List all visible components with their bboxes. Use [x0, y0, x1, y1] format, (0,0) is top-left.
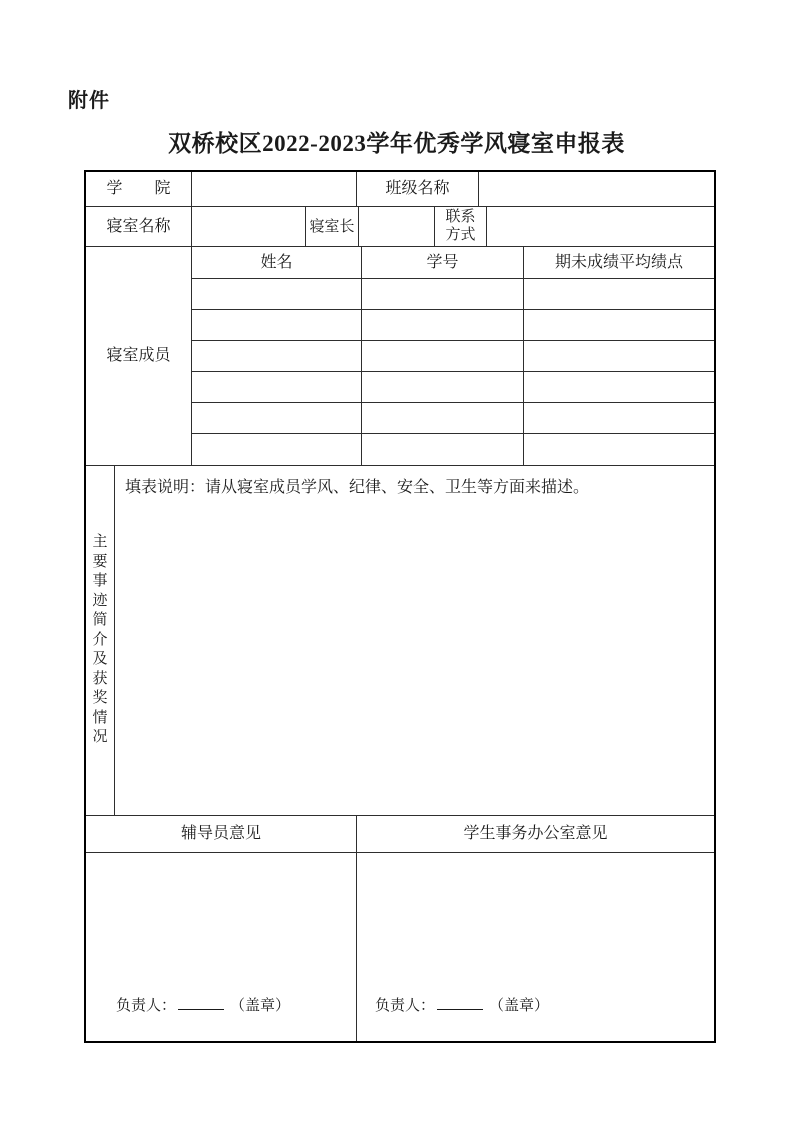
- member-name-cell[interactable]: [192, 341, 362, 371]
- contact-label-text: 联系方式: [445, 209, 476, 243]
- member-name-cell[interactable]: [192, 403, 362, 433]
- member-name-cell[interactable]: [192, 434, 362, 465]
- contact-input-cell[interactable]: [487, 207, 714, 246]
- counselor-signature-cell[interactable]: [86, 853, 357, 1041]
- member-name-cell[interactable]: [192, 279, 362, 309]
- seal-suffix: （盖章）: [230, 998, 291, 1014]
- signature-row: [86, 853, 714, 1041]
- member-row: [192, 279, 714, 310]
- member-name-cell[interactable]: [192, 310, 362, 340]
- member-id-cell[interactable]: [362, 372, 524, 402]
- member-row: [192, 341, 714, 372]
- member-id-cell[interactable]: [362, 341, 524, 371]
- dorm-leader-input-cell[interactable]: [359, 207, 435, 246]
- counselor-signature-line: [86, 994, 290, 1041]
- dorm-name-input-cell[interactable]: [192, 207, 306, 246]
- signer-prefix: 负责人：: [375, 998, 436, 1014]
- member-gpa-cell[interactable]: [524, 310, 714, 340]
- seal-suffix: （盖章）: [489, 998, 550, 1014]
- member-gpa-cell[interactable]: [524, 403, 714, 433]
- member-gpa-cell[interactable]: [524, 372, 714, 402]
- member-id-cell[interactable]: [362, 434, 524, 465]
- signature-blank[interactable]: [437, 996, 483, 1010]
- deeds-section: [86, 466, 714, 816]
- dorm-name-label: 寝室名称: [86, 207, 192, 246]
- member-gpa-cell[interactable]: [524, 279, 714, 309]
- row-dorm-leader-contact: [86, 207, 714, 247]
- members-section-label: 寝室成员: [86, 247, 192, 465]
- attachment-label: 附件: [68, 90, 110, 112]
- page-title: 双桥校区2022-2023学年优秀学风寝室申报表: [168, 131, 625, 156]
- deeds-instructions: 填表说明：请从寝室成员学风、纪律、安全、卫生等方面来描述。: [125, 479, 590, 496]
- member-name-column-header: 姓名: [192, 247, 362, 278]
- members-grid: [192, 247, 714, 465]
- member-row: [192, 372, 714, 403]
- opinions-header-row: [86, 816, 714, 853]
- member-row: [192, 310, 714, 341]
- signer-prefix: 负责人：: [116, 998, 177, 1014]
- member-row: [192, 434, 714, 465]
- office-signature-cell[interactable]: [357, 853, 714, 1041]
- college-input-cell[interactable]: [192, 172, 357, 206]
- member-id-cell[interactable]: [362, 310, 524, 340]
- office-opinion-label: 学生事务办公室意见: [463, 825, 608, 843]
- signature-blank[interactable]: [178, 996, 224, 1010]
- member-id-cell[interactable]: [362, 279, 524, 309]
- class-name-input-cell[interactable]: [479, 172, 714, 206]
- application-form-table: [84, 170, 716, 1043]
- counselor-opinion-label: 辅导员意见: [86, 816, 357, 852]
- member-id-column-header: 学号: [362, 247, 524, 278]
- office-signature-line: [357, 994, 549, 1041]
- class-name-label: 班级名称: [357, 172, 479, 206]
- member-name-cell[interactable]: [192, 372, 362, 402]
- deeds-input-area[interactable]: [115, 466, 714, 815]
- row-college-class: [86, 172, 714, 207]
- members-section: [86, 247, 714, 466]
- member-row: [192, 403, 714, 434]
- deeds-section-label-cell: [86, 466, 115, 815]
- members-header-row: [192, 247, 714, 279]
- deeds-section-label: 主要事迹简介及获奖情况: [92, 534, 108, 746]
- college-label: 学 院: [86, 172, 192, 206]
- member-id-cell[interactable]: [362, 403, 524, 433]
- member-gpa-column-header: 期未成绩平均绩点: [554, 254, 683, 272]
- member-gpa-cell[interactable]: [524, 434, 714, 465]
- contact-label: [435, 207, 487, 246]
- dorm-leader-label: 寝室长: [306, 207, 359, 246]
- member-gpa-cell[interactable]: [524, 341, 714, 371]
